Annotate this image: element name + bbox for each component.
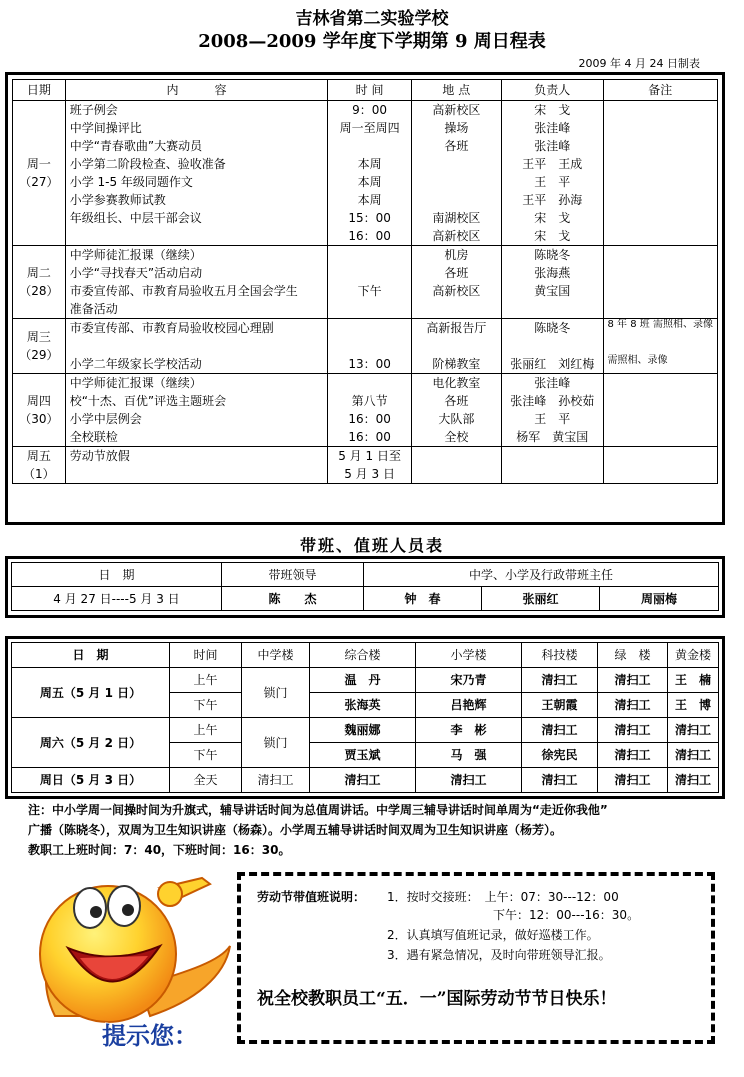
watch-time: 上午 — [170, 718, 242, 743]
watch-keji: 清扫工 — [522, 718, 598, 743]
person-line: 宋 戈 — [534, 229, 571, 243]
time-line: 本周 — [357, 157, 382, 171]
person-line: 陈晓冬 — [534, 321, 571, 335]
day-cell — [13, 447, 66, 484]
watch-huangjin: 王 楠 — [668, 668, 719, 693]
col-time: 时 间 — [328, 80, 411, 101]
place-line: 操场 — [444, 121, 469, 135]
cell-note — [603, 246, 718, 319]
note-line — [608, 119, 714, 137]
col-person: 负责人 — [501, 80, 603, 101]
schedule-day-row — [13, 374, 718, 447]
watch-lv: 清扫工 — [598, 668, 668, 693]
note-line — [608, 264, 714, 282]
place-line — [416, 447, 497, 465]
watch-col-building: 小学楼 — [416, 643, 522, 668]
watch-huangjin: 王 博 — [668, 693, 719, 718]
place-line: 高新校区 — [432, 103, 481, 117]
person-line — [506, 447, 599, 465]
duty-leader: 陈 杰 — [222, 587, 364, 611]
duty-row — [12, 587, 719, 611]
watch-time: 下午 — [170, 743, 242, 768]
watch-col-date: 日 期 — [12, 643, 170, 668]
person-line: 张丽红 刘红梅 — [510, 357, 595, 371]
watch-zhongxue: 锁门 — [242, 718, 310, 768]
watch-xiaoxue: 吕艳辉 — [416, 693, 522, 718]
content-line: 小学二年级家长学校活动 — [69, 357, 202, 371]
time-line — [332, 337, 406, 355]
person-line: 张海燕 — [534, 266, 571, 280]
day-label: 周三 — [26, 330, 51, 344]
watch-lv: 清扫工 — [598, 768, 668, 793]
time-line: 16：00 — [348, 229, 391, 243]
watch-lv: 清扫工 — [598, 718, 668, 743]
content-line: 中学间操评比 — [69, 121, 142, 135]
note-line — [608, 428, 714, 446]
person-line: 王平 孙海 — [522, 193, 583, 207]
place-line: 高新报告厅 — [426, 321, 487, 335]
place-line — [416, 191, 497, 209]
time-line: 16：00 — [348, 412, 391, 426]
day-date: （30） — [19, 412, 59, 426]
person-line: 黄宝国 — [534, 284, 571, 298]
col-content: 内 容 — [65, 80, 328, 101]
tip-item: 3．遇有紧急情况，及时向带班领导汇报。 — [387, 948, 611, 962]
place-line: 机房 — [444, 248, 469, 262]
note-line — [608, 465, 714, 483]
day-cell — [13, 319, 66, 374]
tip-item: 1．按时交接班： 上午：07：30---12：00 — [387, 890, 619, 904]
person-line: 王 平 — [534, 175, 571, 189]
time-line: 15：00 — [348, 211, 391, 225]
day-label: 周五 — [26, 449, 51, 463]
watch-xiaoxue: 马 强 — [416, 743, 522, 768]
cell-person — [501, 319, 603, 374]
day-date: （29） — [19, 348, 59, 362]
made-date: 2009 年 4 月 24 日制表 — [578, 57, 700, 70]
content-line — [70, 465, 324, 483]
content-line: 校“十杰、百优”评选主题班会 — [69, 394, 227, 408]
person-line — [506, 300, 599, 318]
time-line — [332, 246, 406, 264]
time-line: 5 月 3 日 — [344, 467, 395, 481]
watch-row — [12, 768, 719, 793]
time-line: 9：00 — [352, 103, 388, 117]
watch-zhongxue: 清扫工 — [242, 768, 310, 793]
mascot-illustration — [20, 866, 235, 1061]
watch-keji: 徐宪民 — [522, 743, 598, 768]
note-line — [608, 374, 714, 392]
content-line — [70, 227, 324, 245]
time-line: 5 月 1 日至 — [338, 449, 401, 463]
place-line: 全校 — [444, 430, 469, 444]
person-line: 张洼峰 — [534, 121, 571, 135]
place-line — [416, 155, 497, 173]
note-line — [608, 227, 714, 245]
note-line — [608, 155, 714, 173]
note-line — [608, 447, 714, 465]
watch-xiaoxue: 清扫工 — [416, 768, 522, 793]
duty-col-date: 日 期 — [12, 563, 222, 587]
person-line: 张洼峰 孙校茹 — [510, 394, 595, 408]
place-line: 电化教室 — [432, 376, 481, 390]
watch-lv: 清扫工 — [598, 693, 668, 718]
day-label: 周二 — [26, 266, 51, 280]
content-line: 小学 1-5 年级同题作文 — [69, 175, 193, 189]
time-line — [332, 300, 406, 318]
time-line: 16：00 — [348, 430, 391, 444]
time-line: 第八节 — [351, 394, 388, 408]
schedule-day-row — [13, 246, 718, 319]
schedule-day-row — [13, 319, 718, 374]
place-line — [416, 337, 497, 355]
watch-time: 上午 — [170, 668, 242, 693]
day-date: （28） — [19, 284, 59, 298]
col-date: 日期 — [13, 80, 66, 101]
duty-table — [11, 562, 719, 611]
cell-person — [501, 447, 603, 484]
time-line — [332, 374, 406, 392]
cell-note — [603, 319, 718, 374]
person-line — [506, 337, 599, 355]
watch-huangjin: 清扫工 — [668, 768, 719, 793]
watch-date: 周五（5 月 1 日） — [12, 668, 170, 718]
day-label: 周四 — [26, 394, 51, 408]
tips-heading: 劳动节带值班说明： — [257, 890, 366, 904]
time-line: 下午 — [357, 284, 382, 298]
watch-zonghe: 贾玉斌 — [310, 743, 416, 768]
place-line: 阶梯教室 — [432, 357, 481, 371]
person-line: 宋 戈 — [534, 103, 571, 117]
cell-place — [411, 319, 501, 374]
note-line — [608, 137, 714, 155]
note-line — [608, 101, 714, 119]
watch-date: 周日（5 月 3 日） — [12, 768, 170, 793]
content-line: 中学“青春歌曲”大赛动员 — [69, 139, 203, 153]
watch-time: 下午 — [170, 693, 242, 718]
content-line — [70, 337, 324, 355]
cell-person — [501, 374, 603, 447]
content-line: 市委宣传部、市教育局验收五月全国会学生 — [69, 284, 298, 298]
watch-huangjin: 清扫工 — [668, 718, 719, 743]
schedule-day-row — [13, 101, 718, 246]
note-line — [608, 246, 714, 264]
day-cell — [13, 374, 66, 447]
weekly-schedule-box — [5, 72, 725, 525]
cell-note — [603, 101, 718, 246]
note-line: 8 年 8 班 需照相、录像 — [607, 319, 713, 330]
notes — [28, 800, 728, 860]
person-line: 宋 戈 — [534, 211, 571, 225]
content-line: 小学中层例会 — [69, 412, 142, 426]
time-line: 本周 — [357, 175, 382, 189]
note-line: 需照相、录像 — [607, 355, 668, 366]
place-line: 高新校区 — [432, 284, 481, 298]
day-cell — [13, 101, 66, 246]
place-line: 南湖校区 — [432, 211, 481, 225]
note-line — [608, 392, 714, 410]
content-line: 班子例会 — [69, 103, 118, 117]
place-line: 各班 — [444, 266, 469, 280]
time-line — [332, 264, 406, 282]
weekly-schedule-table — [12, 79, 718, 484]
cell-note — [603, 374, 718, 447]
note-line: 教职工上班时间：7：40，下班时间：16：30。 — [28, 843, 291, 857]
content-line: 市委宣传部、市教育局验收校园心理剧 — [69, 321, 274, 335]
note-line — [608, 337, 714, 355]
cell-place — [411, 101, 501, 246]
duty-teacher: 钟 春 — [364, 587, 482, 611]
watch-xiaoxue: 李 彬 — [416, 718, 522, 743]
content-line: 全校联检 — [69, 430, 118, 444]
note-line: 广播（陈晓冬），双周为卫生知识讲座（杨森）。小学周五辅导讲话时间双周为卫生知识讲座（杨芳）。 — [28, 823, 563, 837]
watch-xiaoxue: 宋乃青 — [416, 668, 522, 693]
content-line: 小学第二阶段检查、验收准备 — [69, 157, 226, 171]
person-line: 张洼峰 — [534, 376, 571, 390]
cell-place — [411, 374, 501, 447]
content-line: 准备活动 — [69, 302, 118, 316]
watch-col-building: 中学楼 — [242, 643, 310, 668]
watch-col-building: 黄金楼 — [668, 643, 719, 668]
schedule-title: 2008—2009 学年度下学期第 9 周日程表 — [198, 31, 546, 52]
cell-place — [411, 246, 501, 319]
tip-item: 2．认真填写值班记录，做好巡楼工作。 — [387, 928, 599, 942]
watch-zonghe: 温 丹 — [310, 668, 416, 693]
time-line — [332, 137, 406, 155]
content-line: 中学师徒汇报课（继续） — [69, 248, 202, 262]
note-line — [608, 300, 714, 318]
duty-title: 带班、值班人员表 — [299, 536, 444, 555]
cell-time — [328, 447, 411, 484]
tip-badge: 提示您： — [102, 1021, 198, 1050]
cell-content — [65, 101, 328, 246]
watch-header-row — [12, 643, 719, 668]
content-line: 小学参赛教师试教 — [69, 193, 166, 207]
duty-teacher: 张丽红 — [482, 587, 600, 611]
duty-date: 4 月 27 日----5 月 3 日 — [12, 587, 222, 611]
cell-time — [328, 101, 411, 246]
schedule-header-row — [13, 80, 718, 101]
place-line — [416, 300, 497, 318]
watch-zonghe: 清扫工 — [310, 768, 416, 793]
cell-place — [411, 447, 501, 484]
cell-content — [65, 447, 328, 484]
cell-content — [65, 374, 328, 447]
person-line: 王 平 — [534, 412, 571, 426]
person-line: 张洼峰 — [534, 139, 571, 153]
duty-box — [5, 556, 725, 618]
watch-zonghe: 魏丽娜 — [310, 718, 416, 743]
watch-date: 周六（5 月 2 日） — [12, 718, 170, 768]
watch-col-building: 绿 楼 — [598, 643, 668, 668]
place-line: 各班 — [444, 139, 469, 153]
watch-time: 全天 — [170, 768, 242, 793]
content-line: 劳动节放假 — [69, 449, 130, 463]
person-line: 陈晓冬 — [534, 248, 571, 262]
cell-content — [65, 246, 328, 319]
watch-zonghe: 张海英 — [310, 693, 416, 718]
day-cell — [13, 246, 66, 319]
school-name: 吉林省第二实验学校 — [295, 9, 449, 29]
person-line: 杨军 黄宝国 — [516, 430, 589, 444]
watch-col-building: 科技楼 — [522, 643, 598, 668]
cell-note — [603, 447, 718, 484]
note-line — [608, 410, 714, 428]
duty-teacher: 周丽梅 — [600, 587, 719, 611]
place-line: 各班 — [444, 394, 469, 408]
watch-zhongxue: 锁门 — [242, 668, 310, 718]
content-line: 年级组长、中层干部会议 — [69, 211, 202, 225]
content-line: 中学师徒汇报课（继续） — [69, 376, 202, 390]
person-line: 王平 王成 — [522, 157, 583, 171]
watch-keji: 清扫工 — [522, 668, 598, 693]
note-line — [608, 209, 714, 227]
duty-col-teachers: 中学、小学及行政带班主任 — [364, 563, 719, 587]
col-note: 备注 — [603, 80, 718, 101]
watch-col-time: 时间 — [170, 643, 242, 668]
time-line: 13：00 — [348, 357, 391, 371]
watch-row — [12, 668, 719, 693]
time-line: 周一至周四 — [339, 121, 400, 135]
day-label: 周一 — [26, 157, 51, 171]
person-line — [506, 465, 599, 483]
note-line — [608, 173, 714, 191]
watch-keji: 王朝霞 — [522, 693, 598, 718]
place-line — [416, 173, 497, 191]
cell-content — [65, 319, 328, 374]
time-line — [332, 319, 406, 337]
cell-time — [328, 374, 411, 447]
duty-header-row — [12, 563, 719, 587]
content-line: 小学“寻找春天”活动启动 — [69, 266, 203, 280]
col-place: 地 点 — [411, 80, 501, 101]
place-line: 高新校区 — [432, 229, 481, 243]
holiday-duty-tips — [237, 872, 715, 1044]
place-line: 大队部 — [438, 412, 475, 426]
holiday-greeting: 祝全校教职员工“五．一”国际劳动节节日快乐！ — [257, 989, 617, 1009]
cell-person — [501, 246, 603, 319]
tip-item: 下午：12：00---16：30。 — [493, 908, 640, 922]
note-line — [608, 191, 714, 209]
time-line: 本周 — [357, 193, 382, 207]
watch-col-building: 综合楼 — [310, 643, 416, 668]
watch-row — [12, 718, 719, 743]
cell-person — [501, 101, 603, 246]
cell-time — [328, 246, 411, 319]
watch-box — [5, 636, 725, 799]
watch-lv: 清扫工 — [598, 743, 668, 768]
cell-time — [328, 319, 411, 374]
day-date: （1） — [23, 467, 55, 481]
schedule-day-row — [13, 447, 718, 484]
watch-huangjin: 清扫工 — [668, 743, 719, 768]
note-line: 注：中小学周一间操时间为升旗式，辅导讲话时间为总值周讲话。中学周三辅导讲话时间单周为“走近你我他” — [28, 803, 608, 817]
place-line — [416, 465, 497, 483]
note-line — [608, 282, 714, 300]
watch-table — [11, 642, 719, 793]
duty-col-leader: 带班领导 — [222, 563, 364, 587]
day-date: （27） — [19, 175, 59, 189]
watch-keji: 清扫工 — [522, 768, 598, 793]
